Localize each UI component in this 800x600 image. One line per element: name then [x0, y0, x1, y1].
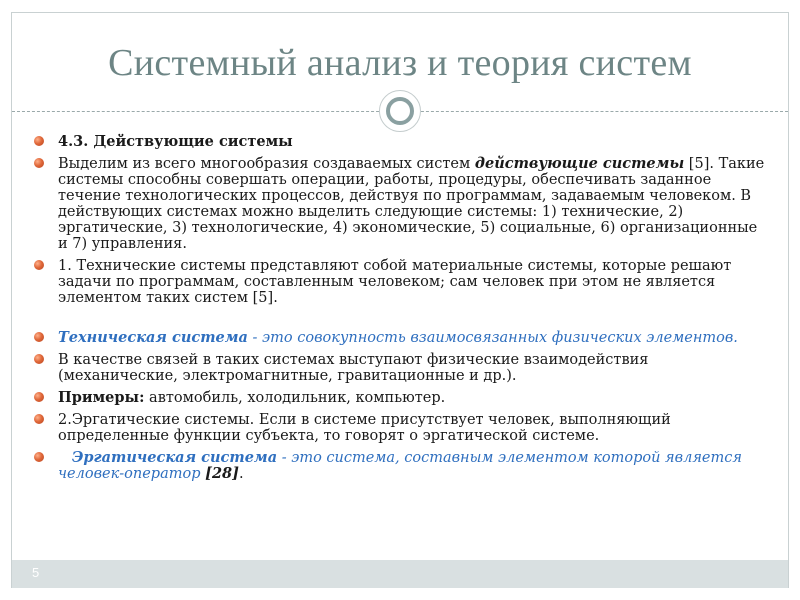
paragraph-text: автомобиль, холодильник, компьютер. — [144, 390, 446, 406]
period: . — [239, 466, 244, 482]
page-number: 5 — [32, 565, 40, 580]
list-item — [34, 390, 769, 406]
list-item — [34, 156, 769, 252]
list-item — [34, 412, 769, 444]
list-item — [34, 352, 769, 384]
bullet-icon — [34, 354, 44, 364]
paragraph-text: 2.Эргатические системы. Если в системе присутствует человек, выполняющий определенные функции субъекта, то говорят о эргатической системе. — [58, 412, 671, 444]
bullet-icon — [34, 452, 44, 462]
bullet-icon — [34, 414, 44, 424]
slide-content — [34, 134, 769, 488]
slide-title: Системный анализ и теория систем — [108, 42, 692, 84]
definition-text: - это система, составным элементом которой является человек-оператор — [58, 450, 742, 482]
list-item — [34, 450, 769, 482]
list-item — [34, 330, 769, 346]
paragraph-text: В качестве связей в таких системах выступают физические взаимодействия (механические, электромагнитные, гравитационные и др.). — [58, 352, 649, 384]
section-heading: 4.3. Действующие системы — [58, 133, 293, 150]
bullet-icon — [34, 136, 44, 146]
list-item — [34, 258, 769, 306]
definition-term: Техническая система — [58, 329, 248, 346]
paragraph-text: Выделим из всего многообразия создаваемых систем — [58, 156, 475, 172]
bullet-icon — [34, 392, 44, 402]
ring-ornament-icon — [379, 90, 421, 132]
bullet-icon — [34, 158, 44, 168]
examples-label: Примеры: — [58, 389, 145, 406]
paragraph-text: 1. Технические системы представляют собой материальные системы, которые решают задачи по программам, составленным человеком; сам человек при этом не является элементом таких систем [5]. — [58, 258, 732, 306]
bullet-icon — [34, 260, 44, 270]
reference-link: [28] — [205, 465, 239, 482]
footer-bar — [12, 560, 788, 588]
list-item — [34, 134, 769, 150]
spacer — [34, 312, 769, 330]
definition-text: - это совокупность взаимосвязанных физических элементов. — [247, 330, 738, 346]
emphasis-term: действующие системы — [474, 155, 685, 172]
paragraph-text: [5]. Такие системы способны совершать операции, работы, процедуры, обеспечивать заданное течение технологических процессов, действуя по программам, задаваемым человеком. В действующих системах можно выделить следующие системы: 1) технические, 2) эргатические, 3) технологические, 4) экономические, 5) социальные, 6) организационные и 7) управления. — [58, 156, 765, 252]
indent — [58, 450, 72, 466]
bullet-icon — [34, 332, 44, 342]
definition-term: Эргатическая система — [71, 449, 278, 466]
